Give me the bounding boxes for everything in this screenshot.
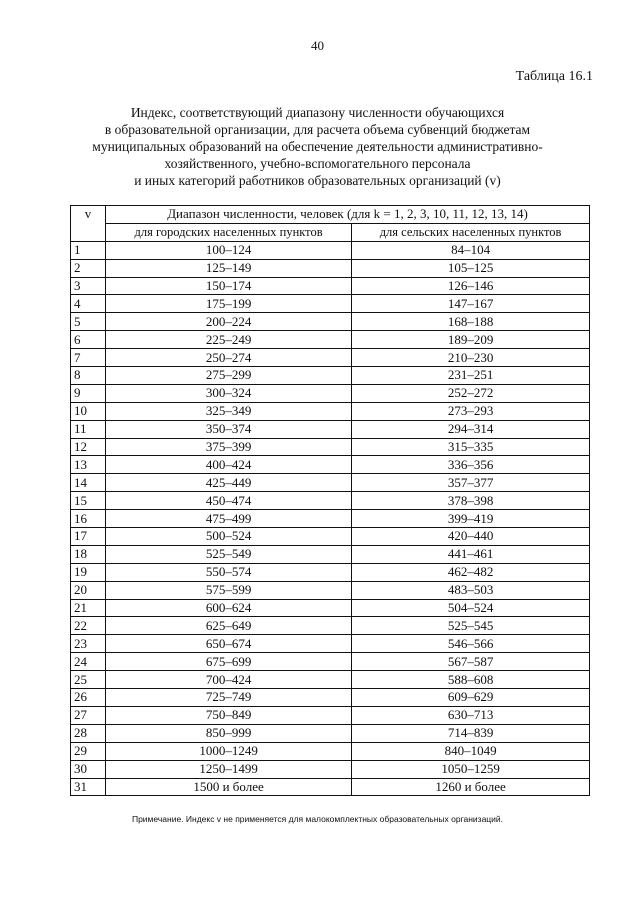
urban-range-cell: 550–574 [106, 563, 352, 581]
urban-range-cell: 1000–1249 [106, 742, 352, 760]
table-row [71, 635, 590, 653]
urban-range-cell: 475–499 [106, 510, 352, 528]
table-row [71, 474, 590, 492]
table-row [71, 241, 590, 259]
urban-range-cell: 150–174 [106, 277, 352, 295]
rural-range-cell: 294–314 [352, 420, 590, 438]
rural-range-cell: 147–167 [352, 295, 590, 313]
urban-range-cell: 425–449 [106, 474, 352, 492]
header-v: v [71, 206, 106, 242]
rural-range-cell: 546–566 [352, 635, 590, 653]
table-subheader-row [71, 223, 590, 241]
urban-range-cell: 700–424 [106, 671, 352, 689]
row-index-cell: 23 [71, 635, 106, 653]
table-body [71, 241, 590, 796]
table-row [71, 259, 590, 277]
rural-range-cell: 462–482 [352, 563, 590, 581]
row-index-cell: 9 [71, 384, 106, 402]
rural-range-cell: 126–146 [352, 277, 590, 295]
table-row [71, 277, 590, 295]
table-row [71, 456, 590, 474]
header-urban: для городских населенных пунктов [106, 223, 352, 241]
rural-range-cell: 399–419 [352, 510, 590, 528]
table-row [71, 438, 590, 456]
table-row [71, 581, 590, 599]
rural-range-cell: 315–335 [352, 438, 590, 456]
urban-range-cell: 1500 и более [106, 778, 352, 796]
table-row [71, 492, 590, 510]
urban-range-cell: 450–474 [106, 492, 352, 510]
urban-range-cell: 500–524 [106, 528, 352, 546]
page-number: 40 [311, 38, 324, 53]
urban-range-cell: 600–624 [106, 599, 352, 617]
table-row [71, 760, 590, 778]
rural-range-cell: 567–587 [352, 653, 590, 671]
table-row [71, 367, 590, 385]
row-index-cell: 30 [71, 760, 106, 778]
row-index-cell: 24 [71, 653, 106, 671]
rural-range-cell: 210–230 [352, 349, 590, 367]
urban-range-cell: 375–399 [106, 438, 352, 456]
table-row [71, 706, 590, 724]
urban-range-cell: 725–749 [106, 689, 352, 707]
row-index-cell: 8 [71, 367, 106, 385]
rural-range-cell: 504–524 [352, 599, 590, 617]
urban-range-cell: 300–324 [106, 384, 352, 402]
rural-range-cell: 525–545 [352, 617, 590, 635]
table-row [71, 402, 590, 420]
table-row [71, 617, 590, 635]
title-line: в образовательной организации, для расчета объема субвенций бюджетам [104, 122, 531, 137]
row-index-cell: 22 [71, 617, 106, 635]
urban-range-cell: 175–199 [106, 295, 352, 313]
row-index-cell: 20 [71, 581, 106, 599]
document-title [60, 104, 575, 189]
table-row [71, 545, 590, 563]
rural-range-cell: 420–440 [352, 528, 590, 546]
table-row [71, 653, 590, 671]
row-index-cell: 19 [71, 563, 106, 581]
urban-range-cell: 850–999 [106, 724, 352, 742]
rural-range-cell: 483–503 [352, 581, 590, 599]
table-row [71, 671, 590, 689]
urban-range-cell: 625–649 [106, 617, 352, 635]
table-row [71, 724, 590, 742]
table-row [71, 599, 590, 617]
table-row [71, 331, 590, 349]
urban-range-cell: 575–599 [106, 581, 352, 599]
urban-range-cell: 400–424 [106, 456, 352, 474]
urban-range-cell: 250–274 [106, 349, 352, 367]
table-row [71, 295, 590, 313]
title-line: хозяйственного, учебно-вспомогательного персонала [164, 156, 471, 171]
index-table [70, 205, 590, 796]
rural-range-cell: 378–398 [352, 492, 590, 510]
rural-range-cell: 441–461 [352, 545, 590, 563]
title-line: и иных категорий работников образовательных организаций (v) [134, 173, 501, 188]
row-index-cell: 18 [71, 545, 106, 563]
table-row [71, 420, 590, 438]
rural-range-cell: 84–104 [352, 241, 590, 259]
table-row [71, 384, 590, 402]
row-index-cell: 13 [71, 456, 106, 474]
row-index-cell: 11 [71, 420, 106, 438]
row-index-cell: 4 [71, 295, 106, 313]
urban-range-cell: 650–674 [106, 635, 352, 653]
row-index-cell: 5 [71, 313, 106, 331]
urban-range-cell: 350–374 [106, 420, 352, 438]
rural-range-cell: 1260 и более [352, 778, 590, 796]
urban-range-cell: 125–149 [106, 259, 352, 277]
rural-range-cell: 252–272 [352, 384, 590, 402]
urban-range-cell: 100–124 [106, 241, 352, 259]
row-index-cell: 27 [71, 706, 106, 724]
table-row [71, 510, 590, 528]
title-line: Индекс, соответствующий диапазону численности обучающихся [130, 105, 505, 120]
rural-range-cell: 840–1049 [352, 742, 590, 760]
header-rural: для сельских населенных пунктов [352, 223, 590, 241]
row-index-cell: 14 [71, 474, 106, 492]
table-row [71, 742, 590, 760]
rural-range-cell: 273–293 [352, 402, 590, 420]
row-index-cell: 28 [71, 724, 106, 742]
rural-range-cell: 714–839 [352, 724, 590, 742]
row-index-cell: 29 [71, 742, 106, 760]
row-index-cell: 31 [71, 778, 106, 796]
rural-range-cell: 231–251 [352, 367, 590, 385]
rural-range-cell: 630–713 [352, 706, 590, 724]
table-row [71, 528, 590, 546]
row-index-cell: 25 [71, 671, 106, 689]
rural-range-cell: 105–125 [352, 259, 590, 277]
rural-range-cell: 168–188 [352, 313, 590, 331]
urban-range-cell: 275–299 [106, 367, 352, 385]
rural-range-cell: 1050–1259 [352, 760, 590, 778]
row-index-cell: 12 [71, 438, 106, 456]
urban-range-cell: 325–349 [106, 402, 352, 420]
rural-range-cell: 357–377 [352, 474, 590, 492]
rural-range-cell: 336–356 [352, 456, 590, 474]
urban-range-cell: 225–249 [106, 331, 352, 349]
table-label: Таблица 16.1 [515, 69, 593, 84]
table-row [71, 313, 590, 331]
row-index-cell: 2 [71, 259, 106, 277]
table-row [71, 563, 590, 581]
row-index-cell: 15 [71, 492, 106, 510]
row-index-cell: 1 [71, 241, 106, 259]
table-note: Примечание. Индекс v не применяется для малокомплектных образовательных организаций. [131, 814, 504, 824]
urban-range-cell: 525–549 [106, 545, 352, 563]
title-line: муниципальных образований на обеспечение деятельности административно- [92, 139, 543, 154]
row-index-cell: 6 [71, 331, 106, 349]
table-row [71, 689, 590, 707]
header-range: Диапазон численности, человек (для k = 1, 2, 3, 10, 11, 12, 13, 14) [106, 206, 590, 224]
urban-range-cell: 675–699 [106, 653, 352, 671]
row-index-cell: 17 [71, 528, 106, 546]
urban-range-cell: 750–849 [106, 706, 352, 724]
row-index-cell: 7 [71, 349, 106, 367]
table-row [71, 778, 590, 796]
row-index-cell: 10 [71, 402, 106, 420]
rural-range-cell: 609–629 [352, 689, 590, 707]
urban-range-cell: 200–224 [106, 313, 352, 331]
row-index-cell: 16 [71, 510, 106, 528]
row-index-cell: 26 [71, 689, 106, 707]
rural-range-cell: 189–209 [352, 331, 590, 349]
urban-range-cell: 1250–1499 [106, 760, 352, 778]
rural-range-cell: 588–608 [352, 671, 590, 689]
table-row [71, 349, 590, 367]
row-index-cell: 21 [71, 599, 106, 617]
row-index-cell: 3 [71, 277, 106, 295]
table-header-row [71, 206, 590, 224]
